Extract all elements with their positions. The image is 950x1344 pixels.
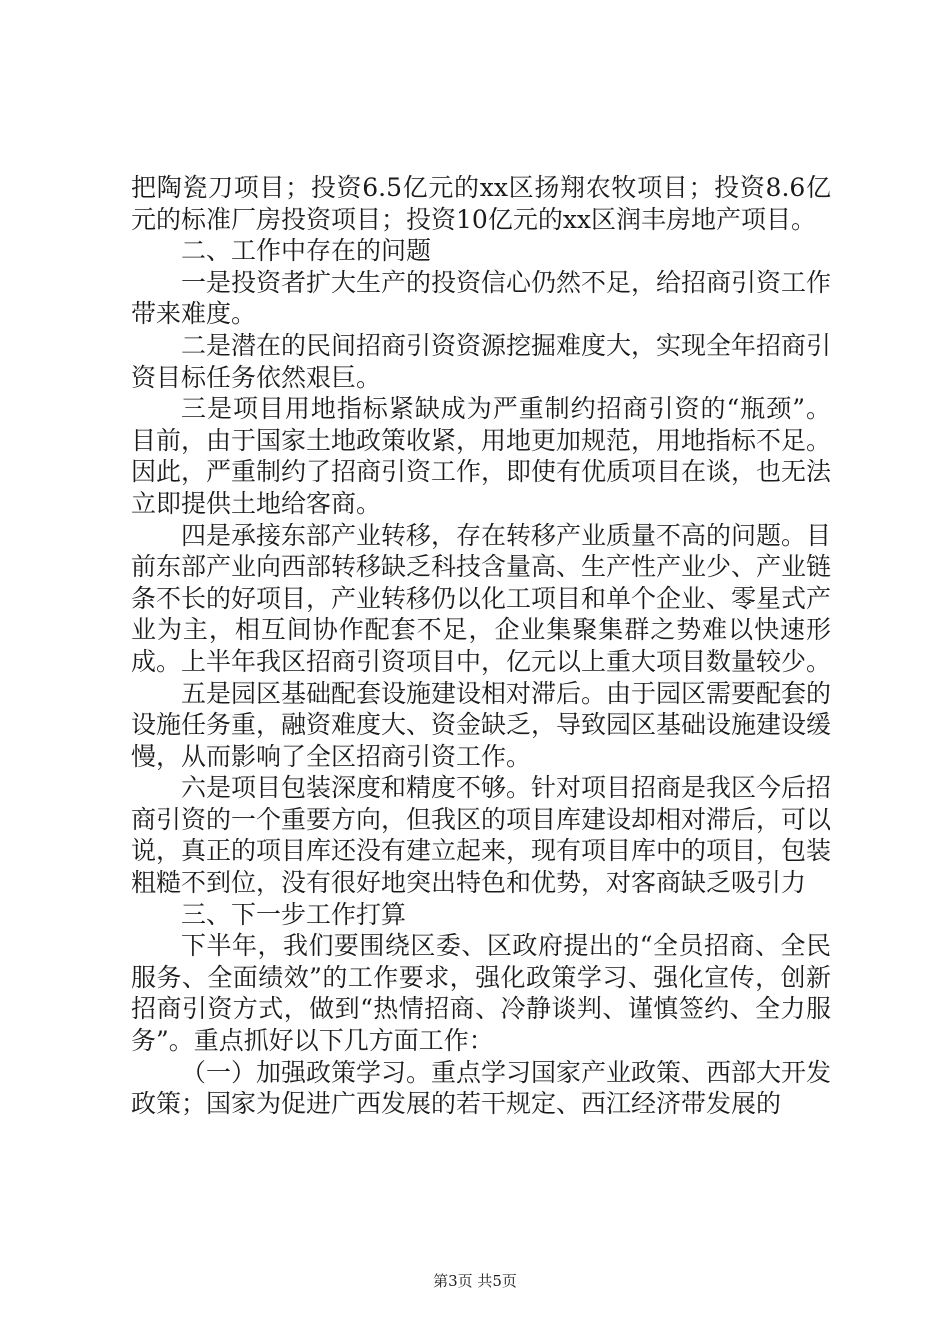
paragraph-problem-4: 四是承接东部产业转移，存在转移产业质量不高的问题。目前东部产业向西部转移缺乏科技含量高、生产性产业少、产业链条不长的好项目，产业转移仍以化工项目和单个企业、零星式产业为主，相互间协作配套不足，企业集聚集群之势难以快速形成。上半年我区招商引资项目中，亿元以上重大项目数量较少。 [131, 520, 832, 676]
section-heading-problems: 二、工作中存在的问题 [181, 236, 432, 266]
paragraph-problem-3: 三是项目用地指标紧缺成为严重制约招商引资的“瓶颈”。目前，由于国家土地政策收紧，用地更加规范，用地指标不足。因此，严重制约了招商引资工作，即使有优质项目在谈，也无法立即提供土地给客商。 [131, 394, 832, 518]
paragraph-problem-5: 五是园区基础配套设施建设相对滞后。由于园区需要配套的设施任务重，融资难度大、资金缺乏，导致园区基础设施建设缓慢，从而影响了全区招商引资工作。 [131, 678, 832, 771]
paragraph-problem-6: 六是项目包装深度和精度不够。针对项目招商是我区今后招商引资的一个重要方向，但我区的项目库建设却相对滞后，可以说，真正的项目库还没有建立起来，现有项目库中的项目，包装粗糙不到位，没有很好地突出特色和优势，对客商缺乏吸引力 [131, 773, 832, 898]
page-footer: 第3页 共5页 [433, 1272, 517, 1290]
paragraph-problem-2: 二是潜在的民间招商引资资源挖掘难度大，实现全年招商引资目标任务依然艰巨。 [131, 330, 832, 392]
paragraph-next-steps-intro: 下半年，我们要围绕区委、区政府提出的“全员招商、全民服务、全面绩效”的工作要求，强化政策学习、强化宣传，创新招商引资方式，做到“热情招商、冷静谈判、谨慎签约、全力服务”。重点抓好以下几方面工作： [131, 931, 831, 1056]
paragraph-problem-1: 一是投资者扩大生产的投资信心仍然不足，给招商引资工作带来难度。 [131, 267, 832, 329]
document-body [131, 172, 831, 1120]
section-heading-next-steps: 三、下一步工作打算 [181, 899, 407, 929]
paragraph-1: 把陶瓷刀项目；投资6.5亿元的xx区扬翔农牧项目；投资8.6亿元的标准厂房投资项目；投资10亿元的xx区润丰房地产项目。 [131, 173, 831, 234]
paragraph-policy-study: （一）加强政策学习。重点学习国家产业政策、西部大开发政策；国家为促进广西发展的若干规定、西江经济带发展的 [131, 1057, 832, 1119]
